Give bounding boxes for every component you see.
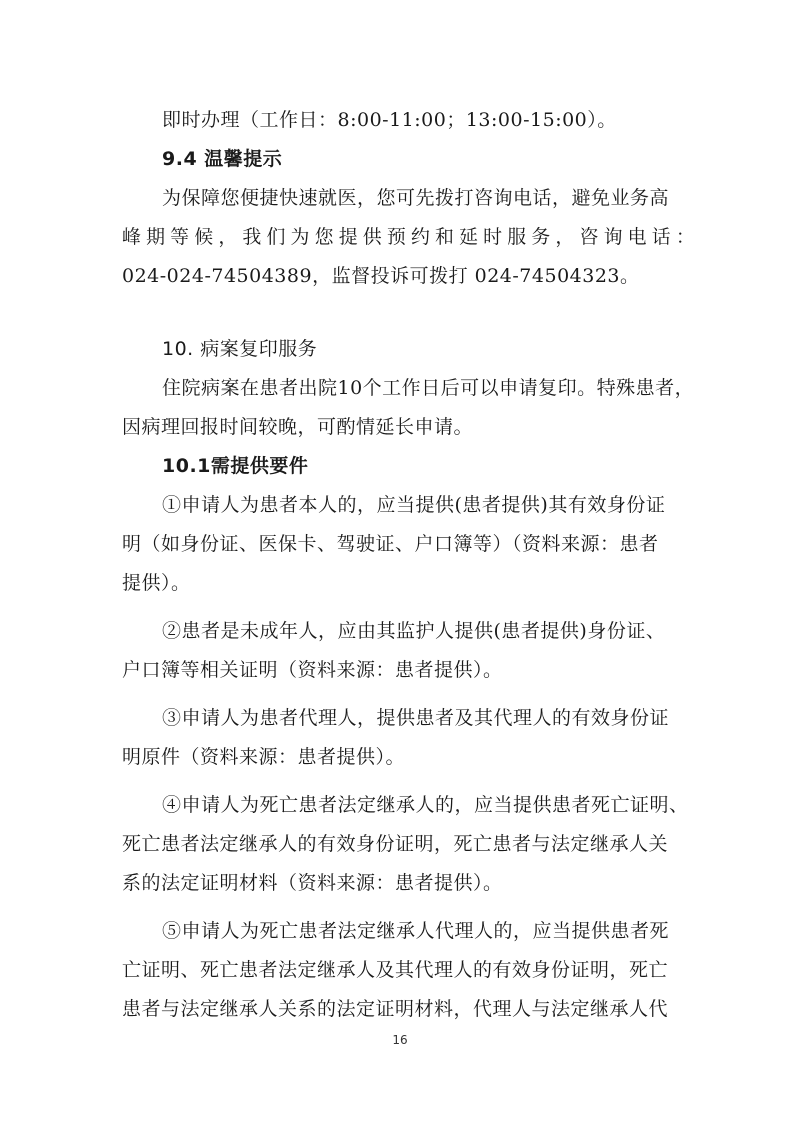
page-number: 16	[392, 1033, 408, 1047]
section-heading-9-4: 9.4 温馨提示	[162, 148, 283, 170]
list-item-line: ④申请人为死亡患者法定继承人的，应当提供患者死亡证明、	[162, 794, 689, 816]
list-item-line: 户口簿等相关证明（资料来源：患者提供）。	[122, 659, 503, 681]
hours-line: 即时办理（工作日：8:00-11:00；13:00-15:00）。	[162, 109, 617, 131]
paragraph-line: 因病理回报时间较晚，可酌情延长申请。	[122, 416, 474, 438]
paragraph-line: 住院病案在患者出院10个工作日后可以申请复印。特殊患者，	[162, 377, 695, 399]
list-item-line: ⑤申请人为死亡患者法定继承人代理人的，应当提供患者死	[162, 920, 670, 942]
list-item-line: ②患者是未成年人，应由其监护人提供(患者提供)身份证、	[162, 620, 666, 642]
list-item-line: 亡证明、死亡患者法定继承人及其代理人的有效身份证明，死亡	[122, 959, 669, 981]
section-heading-10: 10. 病案复印服务	[162, 338, 318, 360]
list-item-line: 明（如身份证、医保卡、驾驶证、户口簿等）（资料来源：患者	[122, 533, 659, 555]
paragraph-line: 为保障您便捷快速就医，您可先拨打咨询电话，避免业务高	[162, 187, 670, 209]
list-item-line: 系的法定证明材料（资料来源：患者提供）。	[122, 872, 503, 894]
list-item-line: 提供）。	[122, 572, 191, 594]
list-item-line: 患者与法定继承人关系的法定证明材料，代理人与法定继承人代	[122, 998, 669, 1020]
sub-heading-10-1: 10.1需提供要件	[162, 455, 309, 477]
paragraph-line: 峰期等候，我们为您提供预约和延时服务，咨询电话：	[122, 226, 700, 248]
list-item-line: 死亡患者法定继承人的有效身份证明，死亡患者与法定继承人关	[122, 833, 669, 855]
list-item-line: 明原件（资料来源：患者提供）。	[122, 746, 406, 768]
paragraph-line: 024-024-74504389，监督投诉可拨打 024-74504323。	[122, 265, 640, 287]
list-item-line: ③申请人为患者代理人，提供患者及其代理人的有效身份证	[162, 707, 670, 729]
list-item-line: ①申请人为患者本人的，应当提供(患者提供)其有效身份证	[162, 494, 666, 516]
